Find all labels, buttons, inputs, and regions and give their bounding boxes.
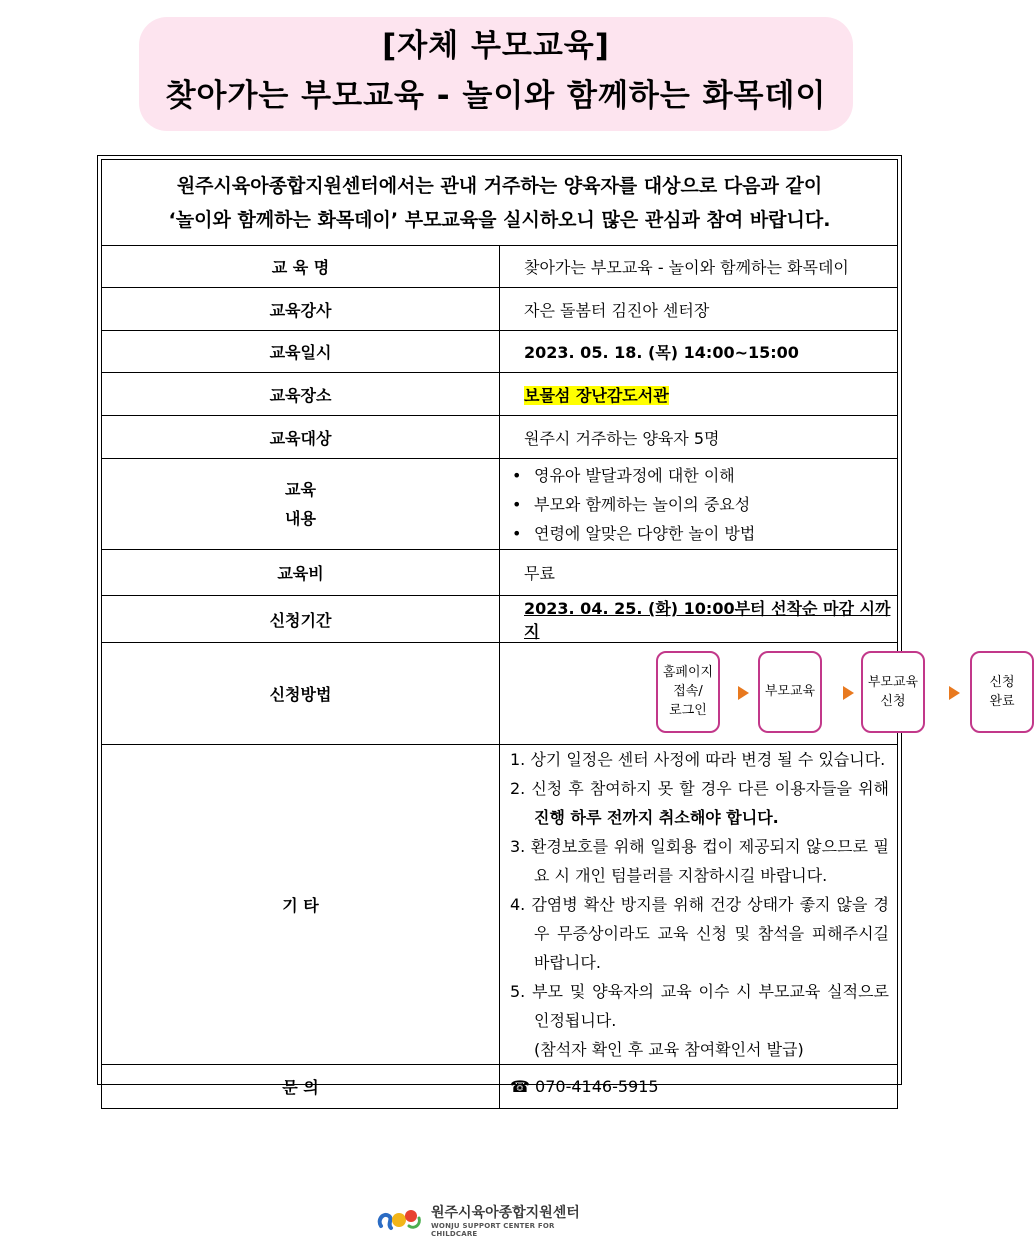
step-homepage-login: 홈페이지 접속/ 로그인 [656, 651, 720, 733]
label-period: 신청기간 [102, 596, 500, 643]
logo-name: 원주시육아종합지원센터 [431, 1205, 580, 1221]
label-instructor: 교육강사 [102, 288, 500, 331]
label-content-line-2: 내용 [285, 509, 316, 528]
label-etc: 기 타 [102, 745, 500, 1065]
arrow-right-icon [738, 686, 749, 700]
list-item: • 영유아 발달과정에 대한 이해 [512, 461, 897, 490]
value-name: 찾아가는 부모교육 - 놀이와 함께하는 화목데이 [500, 246, 898, 288]
value-period: 2023. 04. 25. (화) 10:00부터 선착순 마감 시까지 [524, 599, 891, 641]
notice-table [101, 159, 1015, 1109]
step-apply-complete: 신청 완료 [970, 651, 1034, 733]
logo-english: WONJU SUPPORT CENTER FOR CHILDCARE [431, 1222, 555, 1238]
title-line-1: [자체 부모교육] [382, 28, 610, 64]
notes-list [500, 745, 897, 1064]
note-2-emphasis: 진행 하루 전까지 취소해야 합니다. [534, 808, 779, 827]
label-content [102, 459, 500, 550]
label-target: 교육대상 [102, 416, 500, 459]
intro-text [102, 160, 898, 246]
value-datetime: 2023. 05. 18. (목) 14:00~15:00 [500, 331, 898, 373]
list-item [510, 774, 889, 832]
note-2-text: 2. 신청 후 참여하지 못 할 경우 다른 이용자들을 위해 [510, 779, 889, 798]
application-flow [500, 644, 1015, 744]
intro-line-1: 원주시육아종합지원센터에서는 관내 거주하는 양육자를 대상으로 다음과 같이 [176, 174, 823, 197]
list-item: 1. 상기 일정은 센터 사정에 따라 변경 될 수 있습니다. [510, 750, 886, 769]
label-fee: 교육비 [102, 550, 500, 596]
notice-frame [97, 155, 1015, 1097]
arrow-right-icon [949, 686, 960, 700]
value-place: 보물섬 장난감도서관 [524, 385, 669, 405]
label-contact: 문 의 [102, 1065, 500, 1109]
phone-icon: ☎ [510, 1077, 530, 1096]
content-list [500, 461, 897, 548]
value-target: 원주시 거주하는 양육자 5명 [500, 416, 898, 459]
list-item: 4. 감염병 확산 방지를 위해 건강 상태가 좋지 않을 경우 무증상이라도 교육 신청 및 참석을 피해주시길 바랍니다. [510, 895, 889, 972]
label-datetime: 교육일시 [102, 331, 500, 373]
title-banner [139, 17, 853, 131]
intro-line-2: ‘놀이와 함께하는 화목데이’ 부모교육을 실시하오니 많은 관심과 참여 바랍니다. [168, 208, 831, 231]
label-name: 교 육 명 [102, 246, 500, 288]
value-contact: 070-4146-5915 [535, 1077, 659, 1096]
center-logo-icon [375, 1202, 425, 1232]
list-item: • 부모와 함께하는 놀이의 중요성 [512, 490, 897, 519]
label-place: 교육장소 [102, 373, 500, 416]
list-item: • 연령에 알맞은 다양한 놀이 방법 [512, 519, 897, 548]
title-line-2: 찾아가는 부모교육 - 놀이와 함께하는 화목데이 [165, 78, 827, 114]
step-education-apply: 부모교육 신청 [861, 651, 925, 733]
value-instructor: 자은 돌봄터 김진아 센터장 [500, 288, 898, 331]
list-item: 3. 환경보호를 위해 일회용 컵이 제공되지 않으므로 필요 시 개인 텀블러를 지참하시길 바랍니다. [510, 837, 889, 885]
step-parent-education: 부모교육 [758, 651, 822, 733]
value-fee: 무료 [500, 550, 898, 596]
list-item: 5. 부모 및 양육자의 교육 이수 시 부모교육 실적으로 인정됩니다. [510, 982, 889, 1030]
label-content-line-1: 교육 [285, 480, 316, 499]
arrow-right-icon [843, 686, 854, 700]
list-item: (참석자 확인 후 교육 참여확인서 발급) [534, 1040, 804, 1059]
center-logo [375, 1198, 595, 1238]
label-method: 신청방법 [102, 643, 500, 745]
